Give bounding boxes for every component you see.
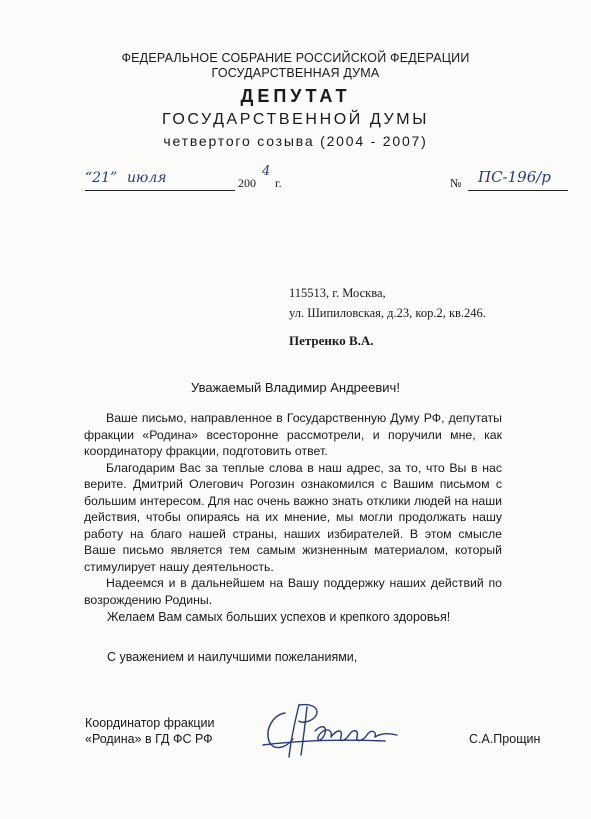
closing-wish: Желаем Вам самых больших успехов и крепкого здоровья!: [107, 610, 451, 624]
letterhead-assembly: ФЕДЕРАЛЬНОЕ СОБРАНИЕ РОССИЙСКОЙ ФЕДЕРАЦИИ: [121, 51, 470, 65]
number-sign: №: [450, 176, 462, 190]
date-month-handwritten: июля: [127, 170, 167, 186]
address-line-2: ул. Шипиловская, д.23, кор.2, кв.246.: [289, 306, 486, 320]
body-paragraph-2: Благодарим Вас за теплые слова в наш адрес, за то, что Вы в нас верите. Дмитрий Олегович Рогозин ознакомился с Вашим письмом с большим интересом. Для нас очень важно знать отклики людей на наши действия, чтобы опираясь на их мнение, мы могли продолжать нашу работу на благо нашей страны, наших избирателей. В этом смысле Ваше письмо является тем самым жизненным материалом, который стимулирует нашу деятельность.: [84, 460, 502, 574]
address-line-1: 115513, г. Москва,: [289, 286, 386, 300]
letterhead-deputy: ДЕПУТАТ: [240, 86, 351, 106]
date-year-digit-handwritten: 4: [262, 164, 271, 179]
handwritten-signature: [255, 695, 405, 765]
date-year-prefix: 200: [238, 176, 256, 190]
letterhead-convocation: четвертого созыва (2004 - 2007): [163, 133, 428, 149]
body-paragraph-1: Ваше письмо, направленное в Государственную Думу РФ, депутаты фракции «Родина» всесторонне рассмотрели, и поручили мне, как координатору фракции, подготовить ответ.: [84, 411, 502, 458]
closing-regards: С уважением и наилучшими пожеланиями,: [107, 650, 358, 664]
signatory-title-line-1: Координатор фракции: [85, 716, 215, 730]
letter-body: [84, 410, 502, 608]
number-value-handwritten: ПС-196/р: [478, 168, 551, 186]
number-underline: [468, 190, 568, 191]
letter-number: [450, 168, 580, 194]
letter-date: [85, 164, 285, 194]
body-paragraph-3: Надеемся и в дальнейшем на Вашу поддержку наших действий по возрождению Родины.: [84, 576, 502, 607]
date-underline: [85, 190, 235, 191]
date-year-suffix: г.: [275, 176, 282, 190]
recipient-address: [289, 283, 486, 323]
signatory-name: С.А.Прощин: [469, 732, 541, 746]
letterhead-duma: ГОСУДАРСТВЕННАЯ ДУМА: [211, 66, 380, 80]
letterhead-duma-genitive: ГОСУДАРСТВЕННОЙ ДУМЫ: [162, 111, 429, 128]
signatory-title-line-2: «Родина» в ГД ФС РФ: [85, 732, 213, 746]
salutation: Уважаемый Владимир Андреевич!: [191, 380, 400, 395]
signatory-title: [85, 715, 214, 747]
date-day-handwritten: “21”: [85, 170, 118, 186]
letterhead: [0, 50, 591, 151]
recipient-name: Петренко В.А.: [289, 333, 374, 348]
